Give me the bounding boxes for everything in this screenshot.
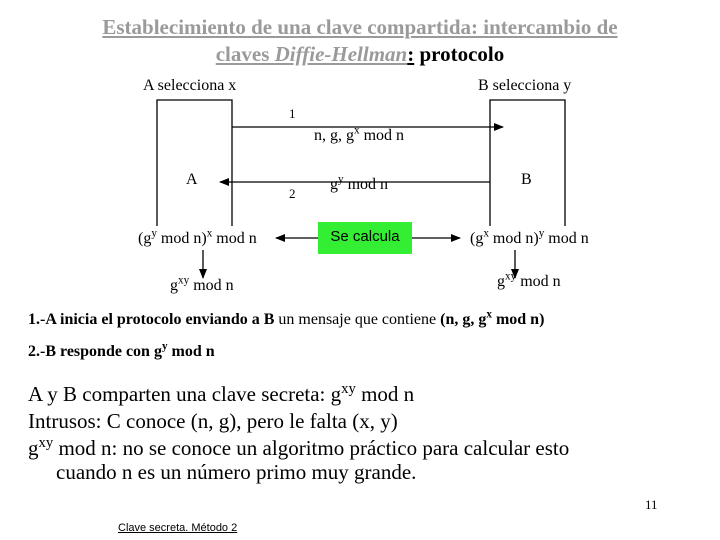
a-shared-key: $g^{xy}$ mod n	[170, 274, 234, 294]
title-protocolo: protocolo	[414, 42, 505, 66]
body-line-1: A y B comparten una clave secreta: $g^{xy}$ mod n	[28, 381, 415, 406]
computed-box: Se calcula	[318, 222, 412, 254]
message-2-label: $g^y$ mod n	[330, 173, 389, 193]
title-line-1: Establecimiento de una clave compartida: intercambio de	[102, 15, 618, 39]
step-2-label: 2	[289, 186, 296, 201]
note-2: 2.-B responde con $g^y$ mod n	[28, 340, 215, 360]
message-1-label: n, g, $g^x$ mod n	[314, 124, 405, 144]
body-line-4: cuando n es un número primo muy grande.	[56, 460, 417, 484]
body-line-3: $g^{xy}$ mod n: no se conoce un algoritmo práctico para calcular esto	[28, 435, 570, 460]
b-selects-label: B selecciona y	[478, 77, 572, 94]
b-shared-key: $g^{xy}$ mod n	[497, 270, 561, 290]
party-a-label: A	[186, 171, 198, 188]
title-line-2-prefix: claves	[215, 42, 275, 66]
b-calculation: ($g^x$ mod n)$^y$ mod n	[470, 227, 589, 247]
party-b-lifeline	[490, 100, 565, 226]
party-b-label: B	[521, 171, 532, 188]
body-line-2: Intrusos: C conoce (n, g), pero le falta (x, y)	[28, 409, 398, 433]
footer-link[interactable]: Clave secreta. Método 2	[118, 522, 238, 534]
page-number: 11	[645, 497, 658, 512]
party-a-lifeline	[157, 100, 232, 226]
a-calculation: ($g^y$ mod n)$^x$ mod n	[138, 227, 257, 247]
note-1: 1.-A inicia el protocolo enviando a B un mensaje que contiene (n, g, $g^x$ mod n)	[28, 308, 545, 328]
step-1-label: 1	[289, 106, 296, 121]
a-selects-label: A selecciona x	[143, 77, 237, 94]
title-colon: :	[407, 42, 415, 66]
title-diffie-hellman: Diffie-Hellman	[274, 42, 408, 66]
